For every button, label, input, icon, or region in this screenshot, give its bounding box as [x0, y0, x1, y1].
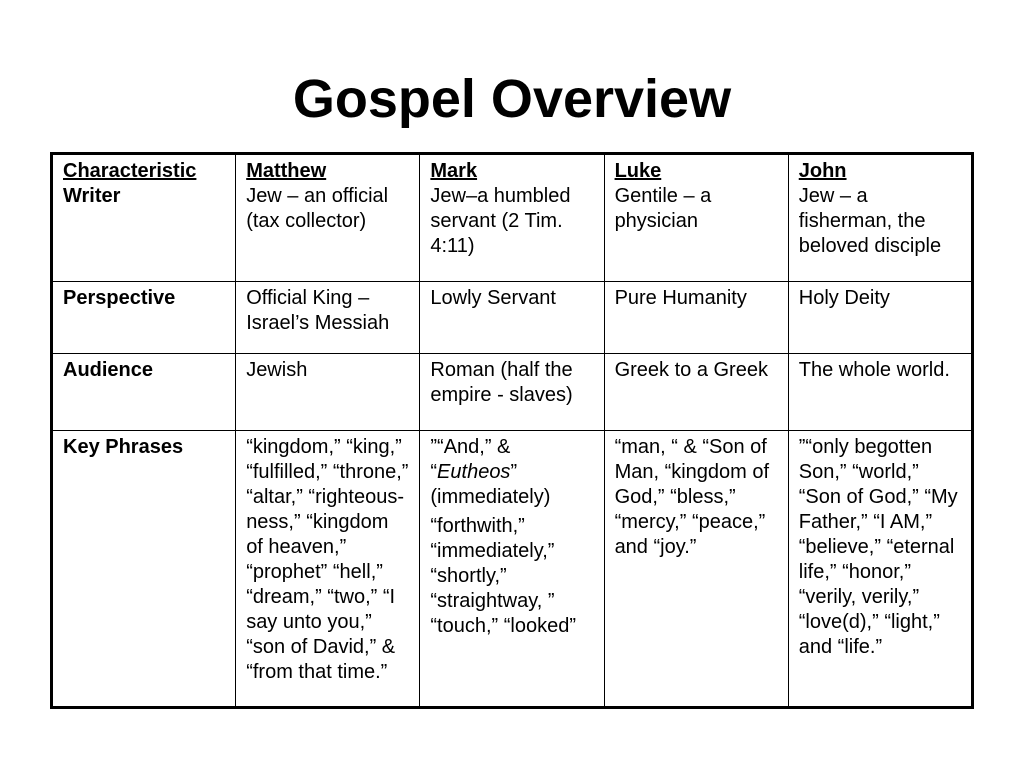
cell-perspective-john [788, 282, 972, 354]
perspective-luke: Pure Humanity [614, 287, 747, 309]
cell-key-phrases-mark [420, 431, 604, 708]
key-phrases-mark-prefix: ”“And,” & “ [430, 436, 511, 483]
cell-writer-matthew [236, 154, 420, 282]
table-row-perspective [52, 282, 973, 354]
audience-mark: Roman (half the empire - slaves) [430, 359, 573, 406]
header-luke: Luke [614, 160, 662, 182]
key-phrases-luke: “man, “ & “Son of Man, “kingdom of God,” “bless,” “mercy,” “peace,” and “joy.” [614, 436, 770, 558]
cell-audience-matthew [236, 354, 420, 431]
cell-key-phrases-label [52, 431, 236, 708]
cell-key-phrases-john [788, 431, 972, 708]
row-label-perspective: Perspective [63, 287, 176, 309]
row-label-writer: Writer [63, 185, 121, 207]
writer-matthew: Jew – an official (tax collector) [246, 185, 389, 232]
row-label-key-phrases: Key Phrases [63, 436, 184, 458]
key-phrases-mark-eutheos: Eutheos [437, 461, 511, 483]
audience-luke: Greek to a Greek [614, 359, 768, 381]
writer-john: Jew – a fisherman, the beloved disciple [798, 185, 942, 257]
table-row-writer [52, 154, 973, 282]
header-john: John [798, 160, 847, 182]
key-phrases-matthew: “kingdom,” “king,” “fulfilled,” “throne,” “altar,” “righteous-ness,” “kingdom of heaven,” “prophet” “hell,” “dream,” “two,” “I say unto you,” “son of David,” & “from that time.” [246, 436, 409, 683]
cell-perspective-luke [604, 282, 788, 354]
header-matthew: Matthew [246, 160, 327, 182]
cell-perspective-label [52, 282, 236, 354]
row-label-audience: Audience [63, 359, 154, 381]
header-mark: Mark [430, 160, 478, 182]
header-characteristic: Characteristic [63, 160, 197, 182]
perspective-matthew: Official King – Israel’s Messiah [246, 287, 390, 334]
cell-writer-john [788, 154, 972, 282]
table-row-audience [52, 354, 973, 431]
writer-mark: Jew–a humbled servant (2 Tim. 4:11) [430, 185, 571, 257]
perspective-john: Holy Deity [798, 287, 890, 309]
audience-matthew: Jewish [246, 359, 308, 381]
cell-audience-john [788, 354, 972, 431]
cell-writer-mark [420, 154, 604, 282]
key-phrases-mark-line1 [430, 435, 593, 510]
cell-perspective-matthew [236, 282, 420, 354]
slide-title: Gospel Overview [292, 69, 732, 129]
cell-audience-luke [604, 354, 788, 431]
cell-audience-label [52, 354, 236, 431]
key-phrases-john: ”“only begotten Son,” “world,” “Son of God,” “My Father,” “I AM,” “believe,” “eternal life,” “honor,” “verily, verily,” “love(d),” “light,” and “life.” [798, 436, 958, 658]
cell-key-phrases-matthew [236, 431, 420, 708]
cell-key-phrases-luke [604, 431, 788, 708]
cell-writer-luke [604, 154, 788, 282]
table-row-key-phrases [52, 431, 973, 708]
gospel-overview-table [50, 152, 974, 709]
audience-john: The whole world. [798, 359, 950, 381]
key-phrases-mark-suffix: ” (immediately) [430, 461, 551, 508]
key-phrases-mark-rest: “forthwith,” “immediately,” “shortly,” “straightway, ” “touch,” “looked” [430, 515, 576, 637]
writer-luke: Gentile – a physician [614, 185, 712, 232]
cell-perspective-mark [420, 282, 604, 354]
cell-writer-label [52, 154, 236, 282]
perspective-mark: Lowly Servant [430, 287, 556, 309]
cell-audience-mark [420, 354, 604, 431]
